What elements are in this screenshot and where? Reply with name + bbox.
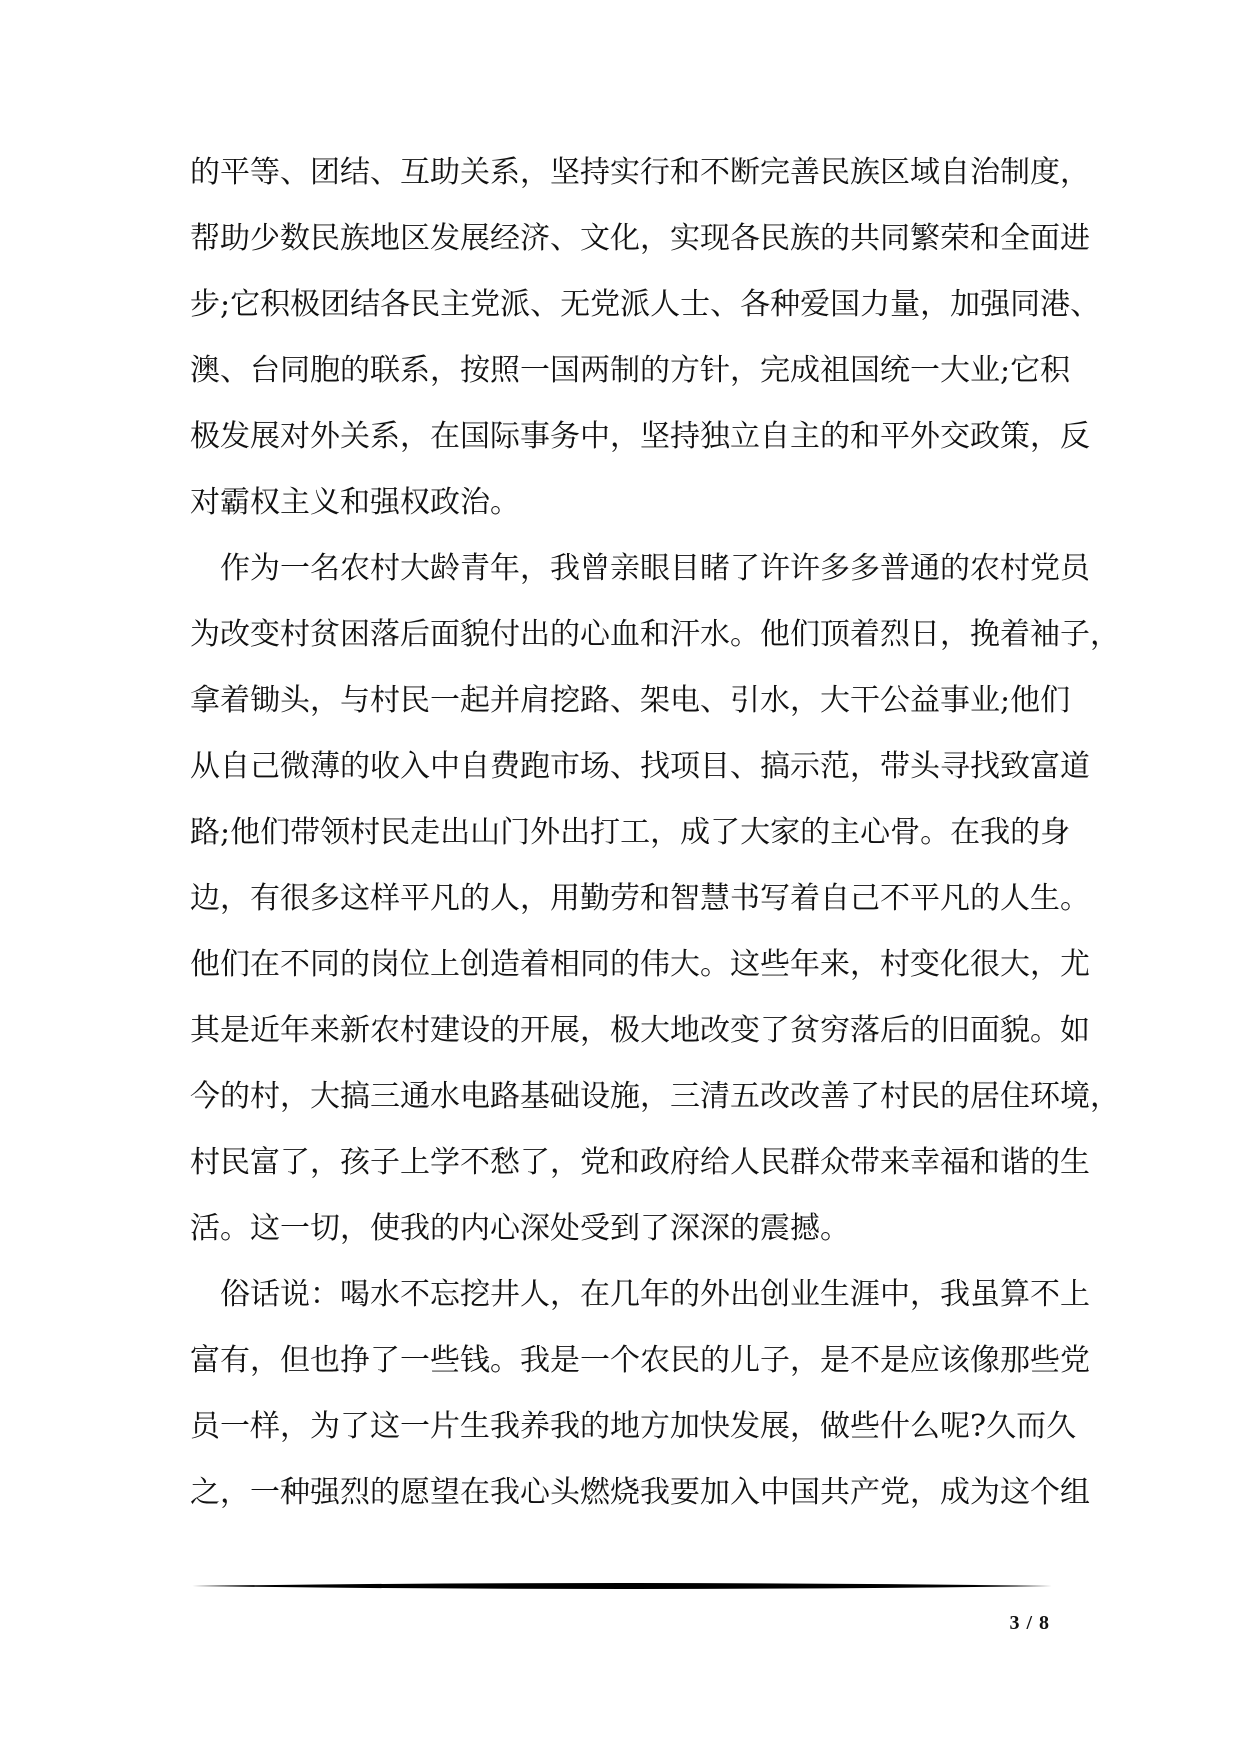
document-body — [190, 140, 1120, 1526]
page-number: 3 / 8 — [1009, 1612, 1050, 1634]
paragraph-1 — [190, 140, 1101, 536]
footer-divider-shape — [192, 1581, 1052, 1591]
text-line: 今的村，大搞三通水电路基础设施，三清五改改善了村民的居住环境， — [190, 1079, 1120, 1114]
text-line: 帮助少数民族地区发展经济、文化，实现各民族的共同繁荣和全面进 — [190, 221, 1090, 256]
text-line: 活。这一切，使我的内心深处受到了深深的震撼。 — [190, 1211, 850, 1246]
footer-divider — [192, 1581, 1052, 1591]
text-line: 员一样，为了这一片生我养我的地方加快发展，做些什么呢?久而久 — [190, 1409, 1077, 1444]
text-line: 拿着锄头，与村民一起并肩挖路、架电、引水，大干公益事业;他们 — [190, 683, 1071, 718]
paragraph-3 — [190, 1262, 1090, 1526]
text-line: 的平等、团结、互助关系，坚持实行和不断完善民族区域自治制度， — [190, 155, 1090, 190]
text-line: 边，有很多这样平凡的人，用勤劳和智慧书写着自己不平凡的人生。 — [190, 881, 1090, 916]
paragraph-2 — [190, 536, 1120, 1262]
text-line: 俗话说：喝水不忘挖井人，在几年的外出创业生涯中，我虽算不上 — [220, 1277, 1090, 1312]
text-line: 从自己微薄的收入中自费跑市场、找项目、搞示范，带头寻找致富道 — [190, 749, 1090, 784]
text-line: 为改变村贫困落后面貌付出的心血和汗水。他们顶着烈日，挽着袖子， — [190, 617, 1120, 652]
text-line: 步;它积极团结各民主党派、无党派人士、各种爱国力量，加强同港、 — [190, 287, 1101, 322]
text-line: 极发展对外关系，在国际事务中，坚持独立自主的和平外交政策，反 — [190, 419, 1090, 454]
text-line: 之，一种强烈的愿望在我心头燃烧我要加入中国共产党，成为这个组 — [190, 1475, 1090, 1510]
text-line: 作为一名农村大龄青年，我曾亲眼目睹了许许多多普通的农村党员 — [220, 551, 1090, 586]
text-line: 路;他们带领村民走出山门外出打工，成了大家的主心骨。在我的身 — [190, 815, 1071, 850]
text-line: 澳、台同胞的联系，按照一国两制的方针，完成祖国统一大业;它积 — [190, 353, 1071, 388]
text-line: 村民富了，孩子上学不愁了，党和政府给人民群众带来幸福和谐的生 — [190, 1145, 1090, 1180]
text-line: 其是近年来新农村建设的开展，极大地改变了贫穷落后的旧面貌。如 — [190, 1013, 1090, 1048]
text-line: 富有，但也挣了一些钱。我是一个农民的儿子，是不是应该像那些党 — [190, 1343, 1090, 1378]
text-line: 他们在不同的岗位上创造着相同的伟大。这些年来，村变化很大，尤 — [190, 947, 1090, 982]
text-line: 对霸权主义和强权政治。 — [190, 485, 520, 520]
